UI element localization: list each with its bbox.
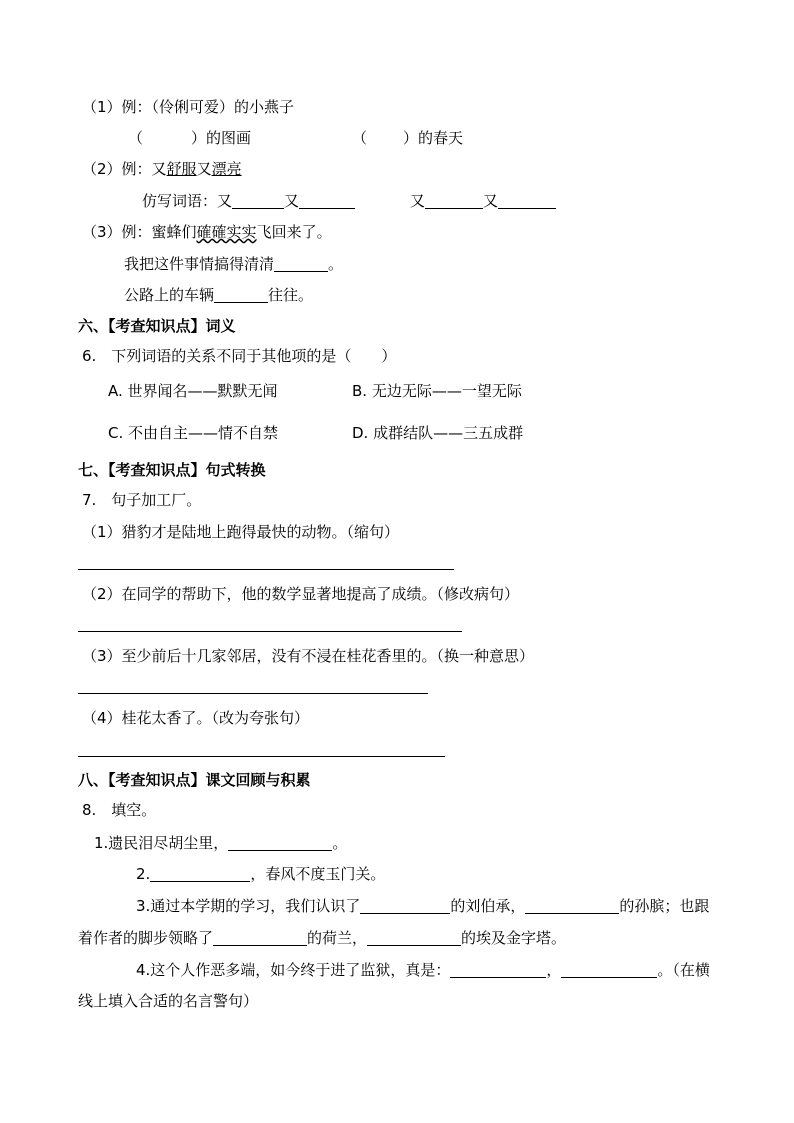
bracket-open: （ bbox=[352, 129, 368, 147]
example-word-1: 舒服 bbox=[166, 160, 197, 178]
answer-blank[interactable] bbox=[561, 962, 657, 978]
q5-part1-blank-a bbox=[128, 128, 251, 148]
q7-item-3: （3）至少前后十几家邻居，没有不浸在桂花香里的。（换一种意思） bbox=[82, 647, 535, 665]
item-text: 的孙膑；也跟 bbox=[619, 897, 710, 915]
q7-item-2: （2）在同学的帮助下，他的数学显著地提高了成绩。（修改病句） bbox=[82, 585, 520, 603]
q8-item-1 bbox=[94, 833, 347, 853]
q5-part2-imitate bbox=[142, 191, 355, 211]
item-text: 着作者的脚步领略了 bbox=[78, 929, 214, 947]
q8-item-4-line2: 线上填入合适的名言警句） bbox=[78, 992, 259, 1010]
q5-part3-example bbox=[82, 222, 332, 242]
item-text: ， bbox=[546, 961, 562, 979]
item-text: 3.通过本学期的学习，我们认识了 bbox=[136, 897, 361, 915]
item-text: 。（在横 bbox=[657, 961, 710, 979]
q5-part2-example bbox=[82, 159, 242, 179]
answer-blank[interactable] bbox=[274, 256, 328, 272]
example-prefix: （2）例：又 bbox=[82, 160, 167, 178]
q5-part3-sentence-2 bbox=[124, 285, 313, 305]
question-8: 8. 填空。 bbox=[82, 801, 157, 819]
option-c[interactable]: C. 不由自主——情不自禁 bbox=[108, 424, 279, 442]
item-text: ，春风不度玉门关。 bbox=[250, 865, 386, 883]
item-text: 4.这个人作恶多端，如今终于进了监狱，真是： bbox=[136, 961, 451, 979]
answer-blank[interactable] bbox=[360, 898, 450, 914]
section-7-title: 七、【考查知识点】句式转换 bbox=[78, 461, 266, 479]
section-6-title: 六、【考查知识点】词义 bbox=[78, 317, 236, 335]
bracket-close-text: ）的春天 bbox=[403, 129, 464, 147]
example-word-2: 漂亮 bbox=[211, 160, 242, 178]
answer-line[interactable] bbox=[78, 631, 462, 632]
q8-item-4-line1 bbox=[136, 960, 710, 980]
q5-part3-sentence-1 bbox=[124, 254, 343, 274]
example-word: 確確实实 bbox=[196, 223, 257, 241]
answer-blank[interactable] bbox=[525, 898, 619, 914]
q8-item-3-line1 bbox=[136, 896, 709, 916]
item-text: 1.遗民泪尽胡尘里， bbox=[94, 834, 229, 852]
sentence-end: 。 bbox=[328, 255, 344, 273]
answer-blank[interactable] bbox=[425, 193, 483, 209]
you-char: 又 bbox=[410, 192, 426, 210]
q8-item-2 bbox=[136, 864, 385, 884]
question-7: 7. 句子加工厂。 bbox=[82, 491, 202, 509]
bracket-open: （ bbox=[128, 129, 144, 147]
question-6: 6. 下列词语的关系不同于其他项的是（ ） bbox=[82, 347, 397, 365]
answer-line[interactable] bbox=[78, 756, 445, 757]
you-char: 又 bbox=[284, 192, 300, 210]
answer-line[interactable] bbox=[78, 693, 428, 694]
bracket-close-text: ）的图画 bbox=[191, 129, 252, 147]
answer-blank[interactable] bbox=[232, 193, 284, 209]
item-text: 2. bbox=[136, 865, 151, 883]
answer-blank[interactable] bbox=[367, 930, 461, 946]
option-b[interactable]: B. 无边无际——一望无际 bbox=[352, 382, 522, 400]
example-prefix: （3）例：蜜蜂们 bbox=[82, 223, 197, 241]
answer-blank[interactable] bbox=[214, 287, 268, 303]
item-text: 。 bbox=[332, 834, 348, 852]
answer-blank[interactable] bbox=[228, 835, 332, 851]
q8-item-3-line2 bbox=[78, 928, 566, 948]
answer-blank[interactable] bbox=[299, 193, 355, 209]
example-suffix: 飞回来了。 bbox=[256, 223, 332, 241]
q5-part1-blank-b bbox=[352, 128, 463, 148]
answer-blank[interactable] bbox=[498, 193, 556, 209]
example-mid: 又 bbox=[196, 160, 212, 178]
sentence-end: 往往。 bbox=[268, 286, 314, 304]
item-text: 的埃及金字塔。 bbox=[461, 929, 567, 947]
you-char: 又 bbox=[483, 192, 499, 210]
item-text: 的荷兰， bbox=[307, 929, 368, 947]
q7-item-4: （4）桂花太香了。（改为夸张句） bbox=[82, 709, 310, 727]
q5-part2-imitate-2 bbox=[410, 191, 556, 211]
option-d[interactable]: D. 成群结队——三五成群 bbox=[352, 424, 524, 442]
answer-blank[interactable] bbox=[213, 930, 307, 946]
answer-blank[interactable] bbox=[150, 866, 250, 882]
option-a[interactable]: A. 世界闻名——默默无闻 bbox=[108, 382, 278, 400]
item-text: 的刘伯承， bbox=[450, 897, 526, 915]
section-8-title: 八、【考查知识点】课文回顾与积累 bbox=[78, 771, 311, 789]
q5-part1-example: （1）例：（伶俐可爱）的小燕子 bbox=[82, 98, 295, 116]
imitate-label: 仿写词语：又 bbox=[142, 192, 233, 210]
answer-line[interactable] bbox=[78, 569, 454, 570]
answer-blank[interactable] bbox=[450, 962, 546, 978]
sentence-start: 我把这件事情搞得清清 bbox=[124, 255, 275, 273]
sentence-start: 公路上的车辆 bbox=[124, 286, 215, 304]
q7-item-1: （1）猎豹才是陆地上跑得最快的动物。（缩句） bbox=[82, 523, 400, 541]
